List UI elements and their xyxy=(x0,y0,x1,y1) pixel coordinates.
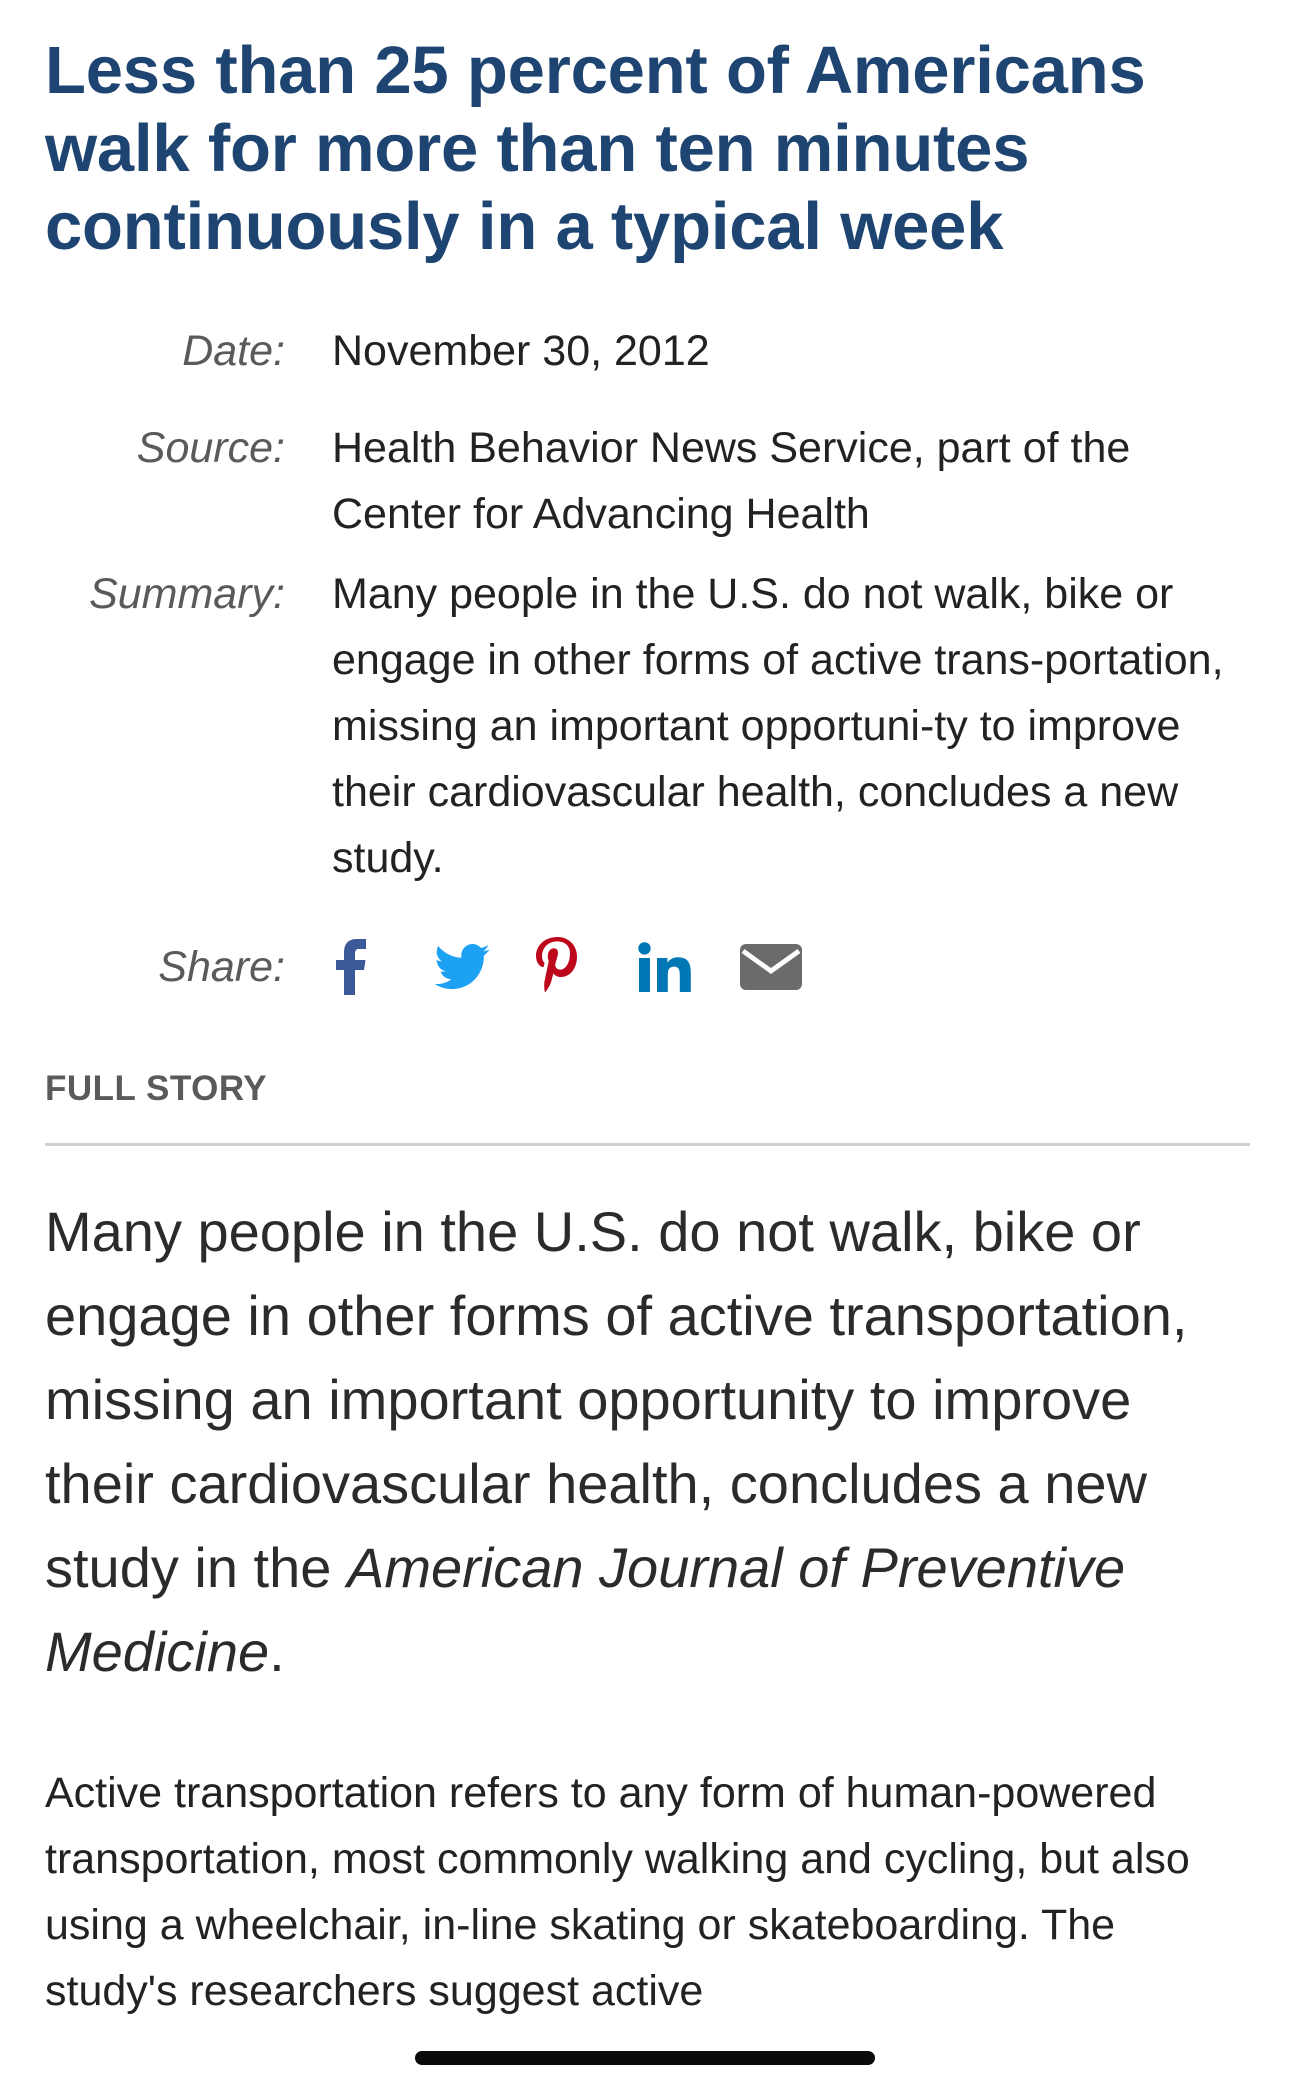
share-icons xyxy=(332,921,842,1013)
date-label: Date: xyxy=(182,327,285,375)
meta-share-row xyxy=(45,921,1250,1013)
pinterest-icon xyxy=(536,937,578,997)
journal-name: American Journal of Preventive Medicine xyxy=(45,1536,1126,1683)
share-label: Share: xyxy=(158,943,285,991)
lead-text-after: . xyxy=(269,1620,285,1683)
facebook-share-button[interactable] xyxy=(332,932,434,1002)
date-value: November 30, 2012 xyxy=(332,327,710,375)
twitter-share-button[interactable] xyxy=(434,932,536,1002)
lead-text-before: Many people in the U.S. do not walk, bike or engage in other forms of active transportation, missing an important opportunity to improve their cardiovascular health, concludes a new study in the xyxy=(45,1200,1188,1599)
meta-date-row xyxy=(45,318,1250,384)
summary-value: Many people in the U.S. do not walk, bike or engage in other forms of active trans-portation, missing an important opportuni-ty to improve their cardiovascular health, concludes a new study. xyxy=(332,570,1224,882)
source-value: Health Behavior News Service, part of the Center for Advancing Health xyxy=(332,424,1131,538)
twitter-icon xyxy=(434,944,490,990)
facebook-icon xyxy=(332,939,372,995)
lead-paragraph xyxy=(45,1190,1250,1694)
home-indicator[interactable] xyxy=(415,2051,875,2065)
source-label: Source: xyxy=(136,424,285,472)
summary-label: Summary: xyxy=(89,570,285,618)
full-story-label: FULL STORY xyxy=(45,1069,268,1108)
linkedin-icon xyxy=(638,942,692,992)
pinterest-share-button[interactable] xyxy=(536,932,638,1002)
article-page xyxy=(45,0,1250,2024)
article-meta xyxy=(45,318,1250,1013)
meta-summary-row xyxy=(45,561,1250,891)
body-paragraph: Active transportation refers to any form of human-powered transportation, most commonly walking and cycling, but also using a wheelchair, in-line skating or skateboarding. The study's researchers suggest active xyxy=(45,1769,1190,2015)
meta-source-row xyxy=(45,415,1250,547)
article-headline: Less than 25 percent of Americans walk for more than ten minutes continuously in a typical week xyxy=(45,33,1146,264)
section-divider xyxy=(45,1143,1250,1146)
email-icon xyxy=(740,944,802,990)
linkedin-share-button[interactable] xyxy=(638,932,740,1002)
email-share-button[interactable] xyxy=(740,932,842,1002)
